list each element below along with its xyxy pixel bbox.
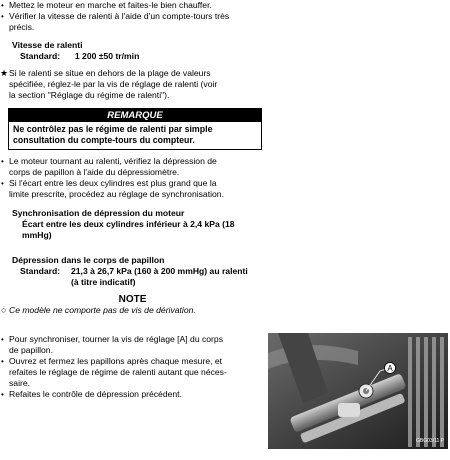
bullet-sync-limit <box>0 178 271 200</box>
note-title: NOTE <box>118 294 147 305</box>
star-icon: ★ <box>0 68 9 78</box>
bullet-line: Si l'écart entre les deux cylindres est plus grand que la <box>9 178 217 188</box>
bullet-line: limite prescrite, procédez au réglage de synchronisation. <box>9 189 224 199</box>
remarque-line: consultation du compte-tours du compteur. <box>13 135 195 145</box>
spec-value-line: (à titre indicatif) <box>71 277 136 287</box>
star-line: spécifiée, réglez-le par la vis de réglage de ralenti (voir <box>9 79 218 89</box>
bullet-line: Vérifier la vitesse de ralenti à l'aide d'un compte-tours très <box>9 11 230 21</box>
star-line: Si le ralenti se situe en dehors de la plage de valeurs <box>9 68 211 78</box>
spec-title: Dépression dans le corps de papillon <box>12 255 165 265</box>
bullet-icon: • <box>1 390 4 399</box>
star-note <box>0 68 269 101</box>
spec-standard-row <box>0 51 139 62</box>
circle-bullet-icon: ○ <box>1 305 7 315</box>
figure-code: GBG03/11 P <box>416 438 444 444</box>
note-section <box>0 294 309 316</box>
note-row <box>0 305 309 316</box>
bullet-text: Mettez le moteur en marche et faites-le bien chauffer. <box>9 0 212 10</box>
bullet-icon: • <box>1 1 4 10</box>
checks-section <box>0 156 271 200</box>
spec-standard-row <box>0 266 248 277</box>
steps-section <box>0 334 269 400</box>
bullet-line: précis. <box>9 22 35 32</box>
remarque-body <box>9 122 261 148</box>
throttle-body-illustration <box>268 333 448 449</box>
callout-label: A <box>387 364 393 373</box>
remarque-title: REMARQUE <box>9 109 261 122</box>
spec-title: Synchronisation de dépression du moteur <box>12 208 185 218</box>
bullet-line: Le moteur tournant au ralenti, vérifiez la dépression de <box>9 156 217 166</box>
spec-line: Écart entre les deux cylindres inférieur à 2,4 kPa (18 <box>22 219 235 229</box>
star-line: la section "Réglage du régime de ralenti"). <box>9 90 170 100</box>
bullet-line: saire. <box>9 378 31 388</box>
bullet-start-engine <box>0 0 269 11</box>
remarque-line: Ne contrôlez pas le régime de ralenti par simple <box>13 124 213 134</box>
bullet-open-close <box>0 356 269 389</box>
spec-value: 1 200 ±50 tr/min <box>74 51 140 61</box>
intro-section <box>0 0 269 33</box>
bullet-line: Ouvrez et fermez les papillons après chaque mesure, et <box>9 356 223 366</box>
idle-speed-spec <box>0 40 139 62</box>
bullet-icon: • <box>1 12 4 21</box>
bullet-icon: • <box>1 357 4 366</box>
star-note-row <box>0 68 269 101</box>
bullet-recheck <box>0 389 269 400</box>
bullet-line: de papillon. <box>9 345 53 355</box>
spec-title: Vitesse de ralenti <box>12 40 83 50</box>
sync-spec <box>0 208 235 241</box>
depression-spec <box>0 255 248 288</box>
bullet-line: refaites le réglage de régime de ralenti autant que néces- <box>9 367 227 377</box>
bullet-line: Pour synchroniser, tourner la vis de réglage [A] du corps <box>9 334 223 344</box>
bullet-check-depression <box>0 156 271 178</box>
bullet-text: Refaites le contrôle de dépression précédent. <box>9 389 182 399</box>
spec-label: Standard: <box>20 266 61 276</box>
bullet-icon: • <box>1 157 4 166</box>
remarque-box <box>8 108 262 150</box>
bullet-adjust-screw <box>0 334 269 356</box>
spec-value: 21,3 à 26,7 kPa (160 à 200 mmHg) au ralenti <box>71 266 248 276</box>
bullet-icon: • <box>1 335 4 344</box>
note-text: Ce modèle ne comporte pas de vis de dérivation. <box>9 305 196 315</box>
bullet-check-idle <box>0 11 269 33</box>
bullet-icon: • <box>1 179 4 188</box>
bullet-line: corps de papillon à l'aide du dépressiomètre. <box>9 167 180 177</box>
spec-label: Standard: <box>20 51 61 61</box>
spec-line: mmHg) <box>22 230 52 240</box>
throttle-body-photo <box>268 333 448 449</box>
